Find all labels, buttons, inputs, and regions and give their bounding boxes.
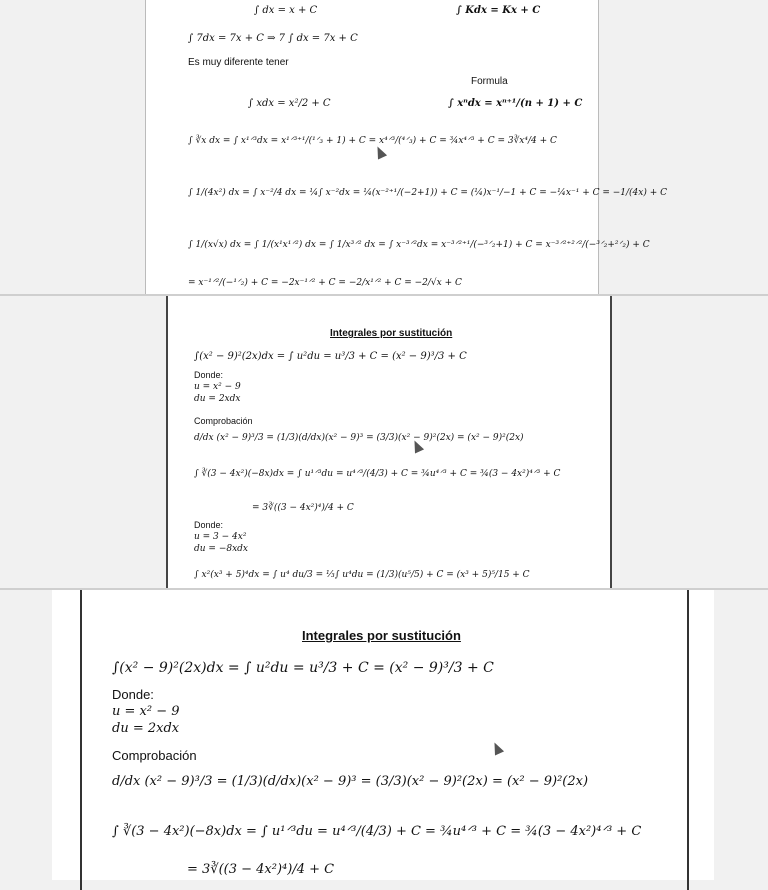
equation-du-definition-2: du = −8xdx xyxy=(194,544,248,554)
equation-u-definition: u = x² − 9 xyxy=(112,704,180,719)
equation-integral-dx: ∫ dx = x + C xyxy=(254,5,318,16)
label-comprobacion: Comprobación xyxy=(194,416,253,426)
equation-one-over-4x2: ∫ 1/(4x²) dx = ∫ x⁻²/4 dx = ¼∫ x⁻²dx = ¼(x⁻²⁺¹/(−2+1)) + C = (¼)x⁻¹/−1 + C = −¼x⁻¹ + C = −1/(4x) + C xyxy=(188,188,668,198)
equation-u-definition: u = x² − 9 xyxy=(194,382,241,392)
page-title: Integrales por sustitución xyxy=(330,328,453,339)
equation-integral-kdx: ∫ Kdx = Kx + C xyxy=(456,5,541,16)
equation-result-root-x: = x⁻¹ᐟ²/(−¹ᐟ₂) + C = −2x⁻¹ᐟ² + C = −2/x¹ᐟ² + C = −2/√x + C xyxy=(188,278,462,288)
document-page-substitution-large[interactable] xyxy=(52,590,714,880)
equation-substitution-2-result: = 3∛((3 − 4x²)⁴)/4 + C xyxy=(252,503,354,513)
equation-substitution-1: ∫(x² − 9)²(2x)dx = ∫ u²du = u³/3 + C = (x² − 9)³/3 + C xyxy=(112,660,494,676)
equation-check-derivative: d/dx (x² − 9)³/3 = (1/3)(d/dx)(x² − 9)³ = (3/3)(x² − 9)²(2x) = (x² − 9)²(2x) xyxy=(112,774,589,789)
text-es-muy-diferente: Es muy diferente tener xyxy=(188,57,289,68)
equation-substitution-3: ∫ x²(x³ + 5)⁴dx = ∫ u⁴ du/3 = ⅓∫ u⁴du = (1/3)(u⁵/5) + C = (x³ + 5)⁵/15 + C xyxy=(194,570,530,580)
equation-du-definition: du = 2xdx xyxy=(194,394,241,404)
label-donde: Donde: xyxy=(112,687,154,702)
mouse-cursor-icon xyxy=(373,144,387,159)
label-comprobacion: Comprobación xyxy=(112,748,197,763)
equation-cube-root-x: ∫ ∛x dx = ∫ x¹ᐟ³dx = x¹ᐟ³⁺¹/(¹ᐟ₃ + 1) + C = x⁴ᐟ³/(⁴ᐟ₃) + C = ¾x⁴ᐟ³ + C = 3∛x⁴/4 + C xyxy=(188,136,557,146)
equation-substitution-2: ∫ ∛(3 − 4x²)(−8x)dx = ∫ u¹ᐟ³du = u⁴ᐟ³/(4/3) + C = ¾u⁴ᐟ³ + C = ¾(3 − 4x²)⁴ᐟ³ + C xyxy=(112,824,642,839)
document-page-integrals-basic[interactable] xyxy=(145,0,668,294)
equation-du-definition: du = 2xdx xyxy=(112,721,180,736)
text-formula: Formula xyxy=(471,76,508,87)
equation-integral-xdx: ∫ xdx = x²/2 + C xyxy=(248,98,331,109)
equation-power-rule: ∫ xⁿdx = xⁿ⁺¹/(n + 1) + C xyxy=(448,98,583,109)
label-donde-2: Donde: xyxy=(194,520,224,530)
equation-substitution-2: ∫ ∛(3 − 4x²)(−8x)dx = ∫ u¹ᐟ³du = u⁴ᐟ³/(4/3) + C = ¾u⁴ᐟ³ + C = ¾(3 − 4x²)⁴ᐟ³ + C xyxy=(194,469,561,479)
equation-integral-7dx: ∫ 7dx = 7x + C ⇒ 7 ∫ dx = 7x + C xyxy=(188,33,358,44)
equation-substitution-2-result: = 3∛((3 − 4x²)⁴)/4 + C xyxy=(187,862,335,877)
equation-substitution-1: ∫(x² − 9)²(2x)dx = ∫ u²du = u³/3 + C = (x² − 9)³/3 + C xyxy=(194,351,467,362)
document-page-substitution-small[interactable] xyxy=(166,296,612,588)
page-title: Integrales por sustitución xyxy=(302,628,461,643)
label-donde: Donde: xyxy=(194,370,224,380)
equation-u-definition-2: u = 3 − 4x² xyxy=(194,532,247,542)
equation-check-derivative: d/dx (x² − 9)³/3 = (1/3)(d/dx)(x² − 9)³ = (3/3)(x² − 9)²(2x) = (x² − 9)²(2x) xyxy=(194,433,524,443)
equation-one-over-x-root-x: ∫ 1/(x√x) dx = ∫ 1/(x¹x¹ᐟ²) dx = ∫ 1/x³ᐟ² dx = ∫ x⁻³ᐟ²dx = x⁻³ᐟ²⁺¹/(−³ᐟ₂+1) + C = x⁻³ᐟ²⁺²ᐟ²/(−³ᐟ₂+²ᐟ₂) + C xyxy=(188,240,650,250)
